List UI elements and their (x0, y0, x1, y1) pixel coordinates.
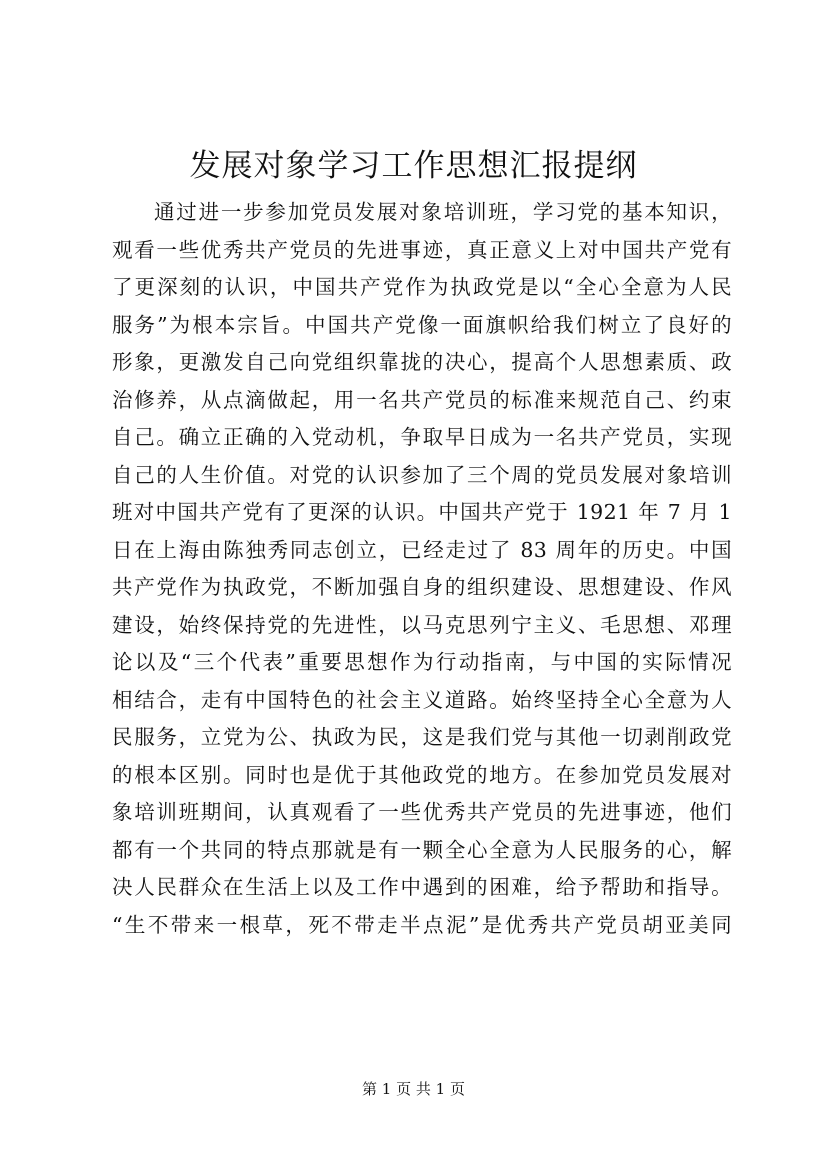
paragraph-line: 班对中国共产党有了更深的认识。中国共产党于 1921 年 7 月 1 (112, 500, 732, 524)
paragraph-line: 都有一个共同的特点那就是有一颗全心全意为人民服务的心，解 (112, 837, 732, 862)
paragraph-line: 日在上海由陈独秀同志创立，已经走过了 83 周年的历史。中国 (112, 537, 732, 562)
paragraph-line: 民服务，立党为公、执政为民，这是我们党与其他一切剥削政党 (112, 725, 732, 749)
paragraph-line: “生不带来一根草，死不带走半点泥”是优秀共产党员胡亚美同 (112, 912, 732, 937)
paragraph-line: 决人民群众在生活上以及工作中遇到的困难，给予帮助和指导。 (112, 875, 732, 899)
paragraph-line: 相结合，走有中国特色的社会主义道路。始终坚持全心全意为人 (112, 687, 732, 712)
paragraph-line: 论以及“三个代表”重要思想作为行动指南，与中国的实际情况 (112, 650, 732, 674)
paragraph-line: 象培训班期间，认真观看了一些优秀共产党员的先进事迹，他们 (112, 800, 732, 824)
document-body (112, 194, 732, 944)
paragraph-line: 建设，始终保持党的先进性，以马克思列宁主义、毛思想、邓理 (112, 612, 732, 637)
document-title: 发展对象学习工作思想汇报提纲 (189, 148, 638, 184)
page-footer: 第 1 页 共 1 页 (362, 1080, 465, 1098)
paragraph-line: 观看一些优秀共产党员的先进事迹，真正意义上对中国共产党有 (112, 237, 732, 262)
paragraph-line: 的根本区别。同时也是优于其他政党的地方。在参加党员发展对 (112, 762, 732, 787)
paragraph-line: 自己的人生价值。对党的认识参加了三个周的党员发展对象培训 (112, 462, 732, 487)
paragraph-line: 服务”为根本宗旨。中国共产党像一面旗帜给我们树立了良好的 (112, 312, 732, 337)
paragraph-line: 治修养，从点滴做起，用一名共产党员的标准来规范自己、约束 (112, 387, 732, 412)
paragraph-line: 了更深刻的认识，中国共产党作为执政党是以“全心全意为人民 (112, 275, 732, 299)
paragraph-line: 形象，更激发自己向党组织靠拢的决心，提高个人思想素质、政 (112, 350, 732, 374)
paragraph-line: 通过进一步参加党员发展对象培训班，学习党的基本知识， (154, 200, 732, 224)
paragraph-line: 共产党作为执政党，不断加强自身的组织建设、思想建设、作风 (112, 575, 732, 599)
paragraph-line: 自己。确立正确的入党动机，争取早日成为一名共产党员，实现 (112, 425, 732, 449)
